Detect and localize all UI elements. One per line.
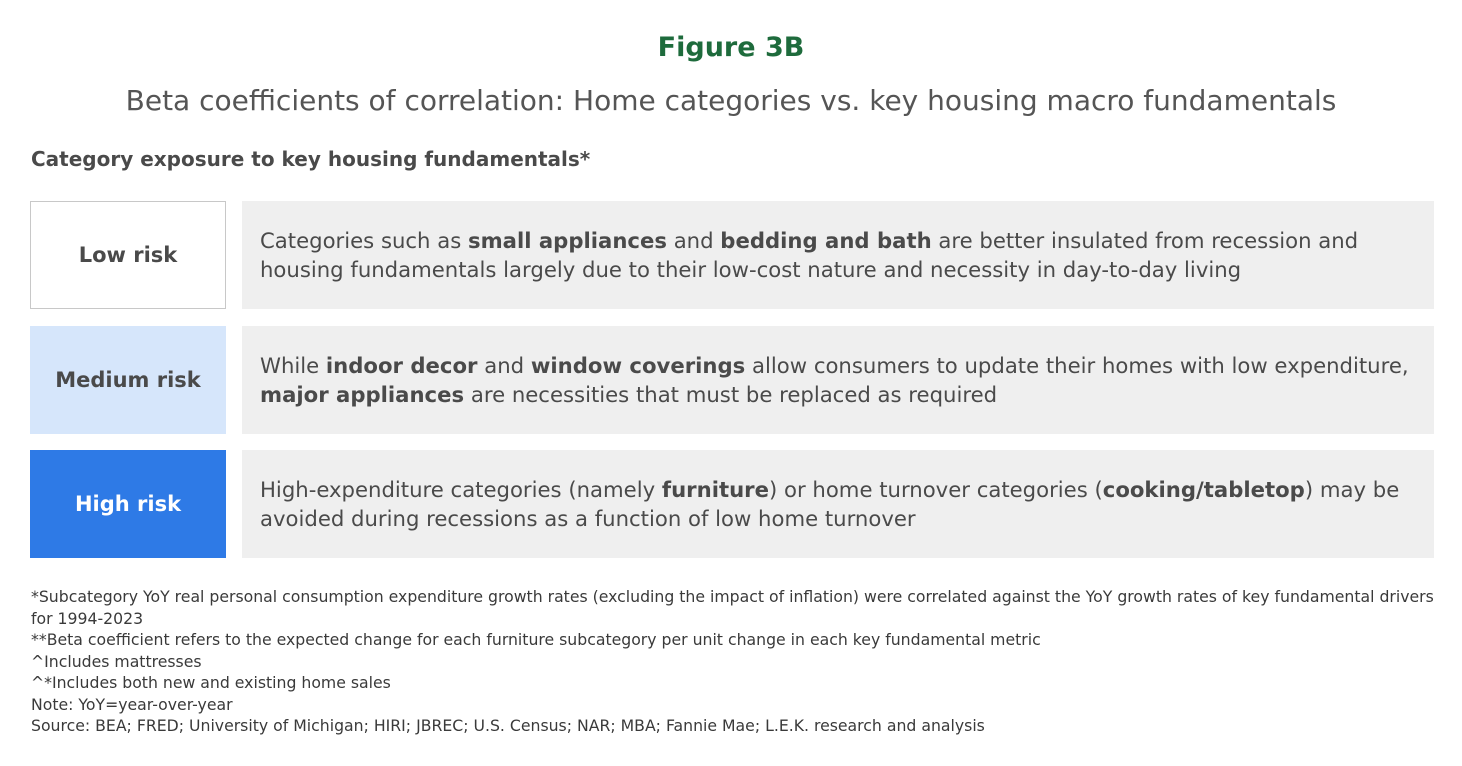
- description-segment: ) may be avoided during recessions as a function of low home turnover: [260, 477, 1400, 531]
- risk-row-medium: [30, 326, 1434, 434]
- description-segment: are better insulated from recession and housing fundamentals largely due to their low-cost nature and necessity in day-to-day living: [260, 228, 1359, 282]
- footnote: *Subcategory YoY real personal consumption expenditure growth rates (excluding the impact of inflation) were correlated against the YoY growth rates of key fundamental drivers for 1994-2023: [31, 587, 1434, 628]
- description-segment: and: [666, 228, 721, 253]
- figure-subtitle: Beta coefficients of correlation: Home categories vs. key housing macro fundamentals: [125, 84, 1337, 117]
- risk-description-high: [242, 450, 1434, 558]
- risk-label-medium: Medium risk: [30, 326, 226, 434]
- description-bold-segment: furniture: [661, 477, 769, 502]
- source-note: Source: BEA; FRED; University of Michigan; HIRI; JBREC; U.S. Census; NAR; MBA; Fannie Mae; L.E.K. research and analysis: [31, 716, 985, 735]
- risk-row-high: [30, 450, 1434, 558]
- description-text: [260, 475, 1416, 533]
- risk-description-low: [242, 201, 1434, 309]
- section-title: Category exposure to key housing fundamentals*: [31, 147, 591, 171]
- description-bold-segment: small appliances: [467, 228, 667, 253]
- risk-label-low: Low risk: [30, 201, 226, 309]
- description-segment: are necessities that must be replaced as required: [464, 382, 998, 407]
- figure-label: Figure 3B: [657, 32, 805, 63]
- footnote: Note: YoY=year-over-year: [31, 694, 233, 714]
- risk-label-high: High risk: [30, 450, 226, 558]
- description-bold-segment: window coverings: [530, 353, 746, 378]
- description-bold-segment: cooking/tabletop: [1102, 477, 1305, 502]
- description-segment: Categories such as: [260, 228, 468, 253]
- description-text: [260, 226, 1416, 284]
- footnotes: [31, 586, 1441, 737]
- description-segment: High-expenditure categories (namely: [260, 477, 662, 502]
- description-bold-segment: major appliances: [260, 382, 465, 407]
- footnote: ^*Includes both new and existing home sales: [31, 673, 391, 692]
- description-segment: ) or home turnover categories (: [769, 477, 1103, 502]
- description-bold-segment: indoor decor: [325, 353, 478, 378]
- footnote: **Beta coefficient refers to the expected change for each furniture subcategory per unit change in each key fundamental metric: [31, 630, 1041, 649]
- risk-description-medium: [242, 326, 1434, 434]
- description-segment: While: [260, 353, 326, 378]
- risk-row-low: [30, 201, 1434, 309]
- description-bold-segment: bedding and bath: [720, 228, 932, 253]
- footnote: ^Includes mattresses: [31, 651, 202, 671]
- description-segment: allow consumers to update their homes with low expenditure,: [745, 353, 1409, 378]
- description-segment: and: [477, 353, 531, 378]
- description-text: [260, 351, 1416, 409]
